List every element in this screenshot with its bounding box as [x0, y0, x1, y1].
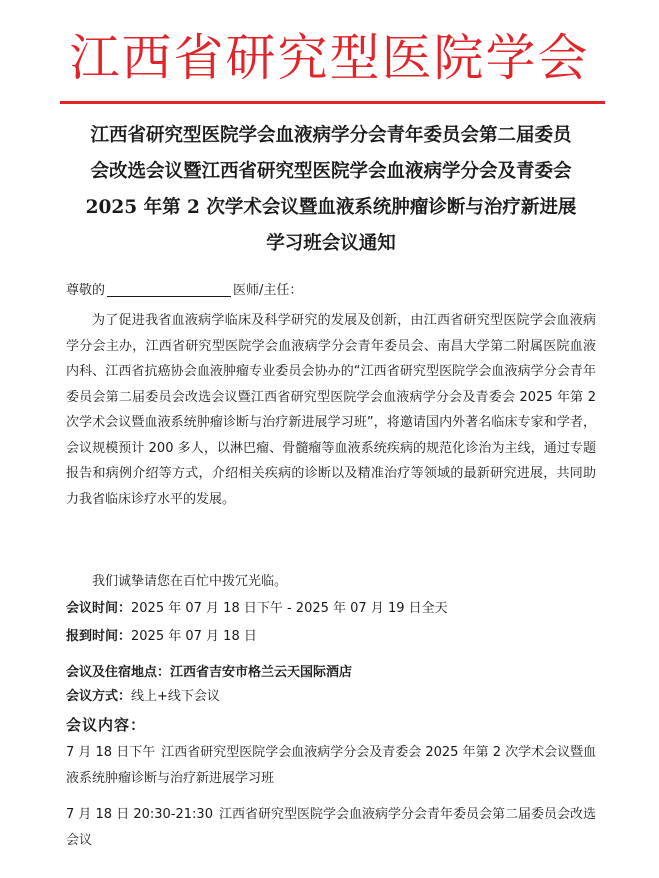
name-blank-line [107, 280, 231, 297]
meeting-mode-row [66, 686, 606, 708]
venue-row [66, 662, 606, 684]
agenda-item-time: 7 月 18 日 20:30-21:30 [66, 807, 213, 822]
meeting-mode-value: 线上+线下会议 [131, 689, 220, 704]
title-line-1: 江西省研究型医院学会血液病学分会青年委员会第二届委员 [90, 125, 572, 146]
title-line-2: 会改选会议暨江西省研究型医院学会血液病学分会及青委会 [90, 161, 572, 182]
meeting-time-value: 2025 年 07 月 18 日下午 - 2025 年 07 月 19 日全天 [131, 601, 448, 616]
agenda-item-text: 江西省研究型医院学会血液病学分会青年委员会第二届委员会改选会议 [66, 807, 596, 848]
checkin-time-value: 2025 年 07 月 18 日 [131, 629, 257, 644]
letterhead-divider [60, 101, 605, 104]
venue-label: 会议及住宿地点： [66, 665, 171, 680]
checkin-time-row [66, 626, 606, 648]
agenda-item-text: 江西省研究型医院学会血液病学分会及青委会 2025 年第 2 次学术会议暨血液系统肿瘤诊断与治疗新进展学习班 [66, 745, 597, 786]
notice-title [66, 118, 596, 262]
org-letterhead: 江西省研究型医院学会 [69, 29, 590, 87]
agenda-item [66, 740, 601, 792]
meeting-time-label: 会议时间： [66, 601, 132, 616]
agenda-item-time: 7 月 18 日下午 [66, 745, 156, 760]
closing-paragraph: 我们诚挚请您在百忙中拨冗光临。 [92, 574, 288, 589]
salutation-prefix: 尊敬的 [66, 283, 106, 298]
checkin-time-label: 报到时间： [66, 629, 132, 644]
salutation [66, 278, 302, 304]
intro-paragraph: 为了促进我省血液病学临床及科学研究的发展及创新，由江西省研究型医院学会血液病学分会主办，江西省研究型医院学会血液病学分会青年委员会、南昌大学第二附属医院血液内科、江西省抗癌协会血液肿瘤专业委员会协办的“江西省研究型医院学会血液病学分会青年委员会第二届委员会改选会议暨江西省研究型医院学会血液病学分会及青委会 2025 年第 2 次学术会议暨血液系统肿瘤诊断与治疗新进展学习班”，将邀请国内外著名临床专家和学者，会议规模预计 200 多人，以淋巴瘤、骨髓瘤等血液系统疾病的规范化诊治为主线，通过专题报告和病例介绍等方式，介绍相关疾病的诊断以及精准治疗等领域的最新研究进展，共同助力我省临床诊疗水平的发展。 [66, 313, 596, 507]
meeting-mode-label: 会议方式： [66, 689, 132, 704]
meeting-time-row [66, 598, 606, 620]
title-line-3: 2025 年第 2 次学术会议暨血液系统肿瘤诊断与治疗新进展 [85, 197, 577, 218]
title-line-4: 学习班会议通知 [266, 233, 396, 254]
salutation-suffix: 医师/主任： [233, 283, 303, 298]
venue-value: 江西省吉安市格兰云天国际酒店 [170, 665, 353, 680]
agenda-heading: 会议内容： [66, 716, 147, 734]
agenda-item [66, 802, 601, 854]
